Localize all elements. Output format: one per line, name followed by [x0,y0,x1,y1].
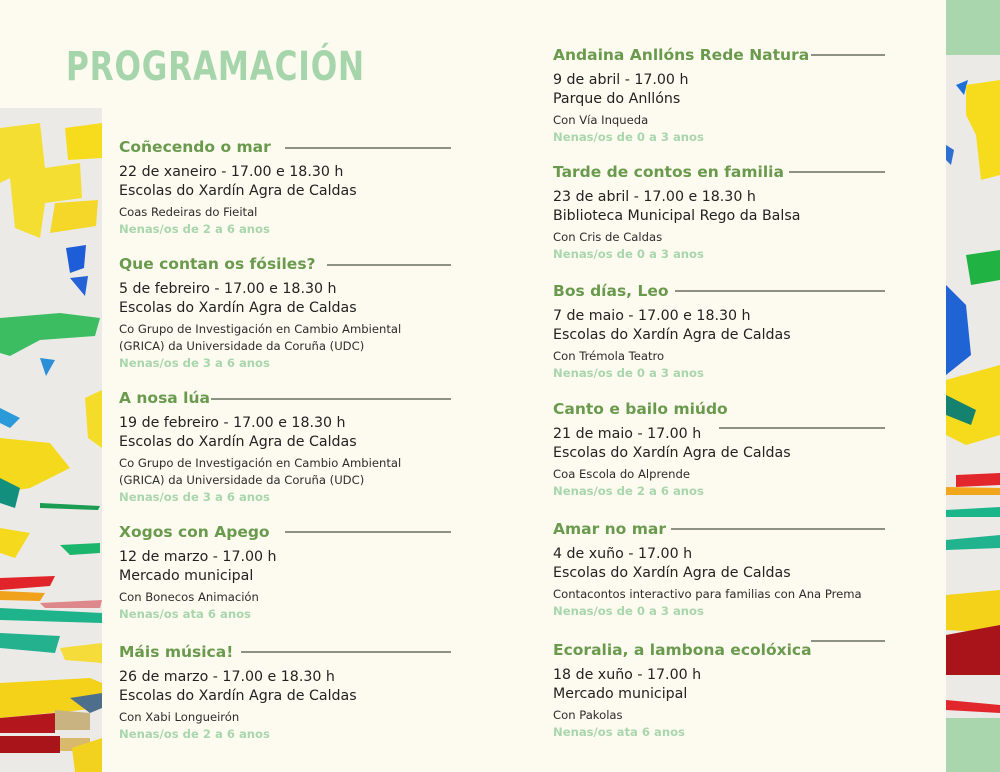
event-age: Nenas/os de 2 a 6 anos [553,484,704,498]
event-age: Nenas/os de 2 a 6 anos [119,222,270,236]
event-title: Xogos con Apego [119,523,270,541]
event-place: Biblioteca Municipal Rego da Balsa [553,207,801,224]
event-date: 7 de maio - 17.00 e 18.30 h [553,308,751,324]
divider-line [285,531,451,533]
event-date: 4 de xuño - 17.00 h [553,546,693,562]
event-date: 22 de xaneiro - 17.00 e 18.30 h [119,164,344,180]
divider-line [211,398,451,400]
divider-line [327,264,451,266]
event-date: 26 de marzo - 17.00 e 18.30 h [119,669,335,685]
event-host: Con Bonecos Animación [119,590,259,604]
green-accent-block-top [946,0,1000,55]
event-item [553,399,888,500]
event-title: Ecoralia, a lambona ecolóxica [553,641,812,659]
event-age: Nenas/os ata 6 anos [119,607,251,621]
event-age: Nenas/os de 0 a 3 anos [553,247,704,261]
green-accent-block-bottom [946,718,1000,772]
divider-line [789,171,885,173]
event-date: 5 de febreiro - 17.00 e 18.30 h [119,281,337,297]
event-item [553,162,888,263]
paint-strokes-image-left [0,108,102,772]
event-title: Tarde de contos en familia [553,163,784,181]
paint-strokes-image-right [946,55,1000,718]
event-host: Con Cris de Caldas [553,230,663,244]
event-host: Con Pakolas [553,708,623,722]
event-host: Co Grupo de Investigación en Cambio Ambiental (GRICA) da Universidade da Coruña (UDC) [119,456,402,487]
event-title: Amar no mar [553,520,666,538]
event-item [119,254,454,372]
event-host: Con Trémola Teatro [553,349,665,363]
event-title: Máis música! [119,643,234,661]
event-place: Mercado municipal [553,685,688,702]
event-host: Coas Redeiras do Fieital [119,205,258,219]
event-place: Escolas do Xardín Agra de Caldas [119,433,357,450]
divider-line [241,651,451,653]
event-host: Coa Escola do Alprende [553,467,690,481]
event-date: 9 de abril - 17.00 h [553,72,689,88]
event-place: Escolas do Xardín Agra de Caldas [119,182,357,199]
event-date: 23 de abril - 17.00 e 18.30 h [553,189,756,205]
event-item [553,281,888,382]
event-place: Escolas do Xardín Agra de Caldas [119,687,357,704]
event-date: 12 de marzo - 17.00 h [119,549,277,565]
event-date: 18 de xuño - 17.00 h [553,667,702,683]
event-host: Contacontos interactivo para familias con Ana Prema [553,587,862,601]
divider-line [671,528,885,530]
page-title: PROGRAMACIÓN [66,44,365,90]
event-age: Nenas/os de 0 a 3 anos [553,366,704,380]
event-item [553,45,888,146]
event-place: Escolas do Xardín Agra de Caldas [553,444,791,461]
event-title: Andaina Anllóns Rede Natura [553,46,810,64]
event-age: Nenas/os de 2 a 6 anos [119,727,270,741]
event-host: Con Vía Inqueda [553,113,649,127]
event-date: 21 de maio - 17.00 h [553,426,702,442]
event-item [119,388,454,506]
divider-line [811,54,885,56]
event-date: 19 de febreiro - 17.00 e 18.30 h [119,415,346,431]
event-title: A nosa lúa [119,389,210,407]
event-place: Mercado municipal [119,567,254,584]
event-age: Nenas/os de 3 a 6 anos [119,356,270,370]
event-place: Escolas do Xardín Agra de Caldas [119,299,357,316]
paint-strokes-graphic [0,108,102,772]
event-item [553,519,888,620]
divider-line [675,290,885,292]
divider-line [285,147,451,149]
event-title: Bos días, Leo [553,282,669,300]
event-title: Que contan os fósiles? [119,255,316,273]
event-age: Nenas/os ata 6 anos [553,725,685,739]
event-age: Nenas/os de 0 a 3 anos [553,604,704,618]
event-title: Canto e bailo miúdo [553,400,728,418]
event-title: Coñecendo o mar [119,138,271,156]
event-item [119,137,454,238]
event-item [119,642,454,743]
event-place: Escolas do Xardín Agra de Caldas [553,564,791,581]
event-host: Con Xabi Longueirón [119,710,240,724]
event-item [119,522,454,623]
event-place: Escolas do Xardín Agra de Caldas [553,326,791,343]
event-host: Co Grupo de Investigación en Cambio Ambiental (GRICA) da Universidade da Coruña (UDC) [119,322,402,353]
event-item [553,640,888,741]
divider-line [811,640,885,642]
divider-line [719,427,885,429]
paint-strokes-graphic [946,55,1000,718]
event-age: Nenas/os de 0 a 3 anos [553,130,704,144]
event-age: Nenas/os de 3 a 6 anos [119,490,270,504]
event-place: Parque do Anllóns [553,90,681,107]
